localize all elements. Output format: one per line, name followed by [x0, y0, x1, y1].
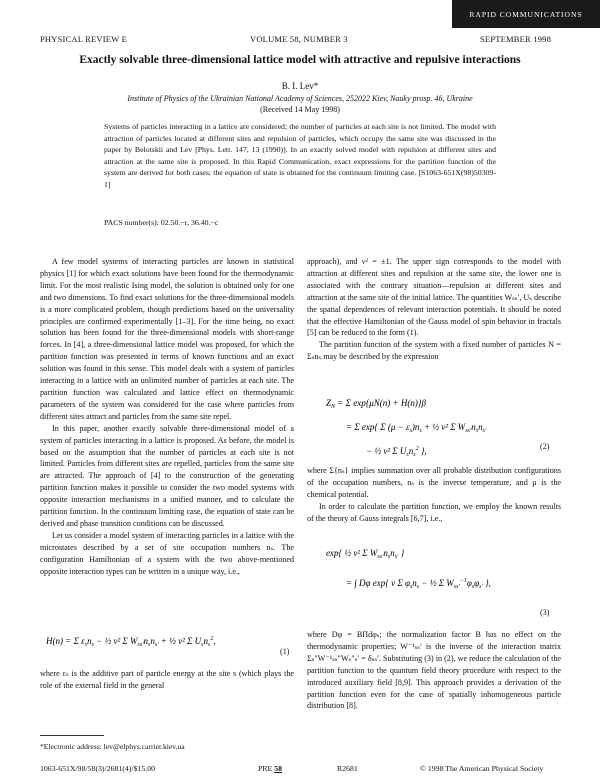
footnote-rule: [40, 735, 104, 736]
affiliation: Institute of Physics of the Ukrainian National Academy of Sciences, 252022 Kiev, Nauky prosp. 46, Ukraine: [127, 94, 473, 103]
footer-volume: 58: [274, 764, 283, 773]
paragraph: Let us consider a model system of interacting particles in a lattice with the microstates described by a set of site occupation numbers nₛ. The configuration Hamiltonian of a system with the two above-mentioned opposite interaction types can be written in a unique way, i.e.,: [40, 530, 294, 576]
copyright: © 1998 The American Physical Society: [420, 764, 544, 773]
paragraph: In order to calculate the partition function, we employ the known results of the theory of Gauss integrals [6,7], i.e.,: [307, 501, 561, 523]
received-date: (Received 14 May 1998): [260, 105, 340, 114]
volume-number: VOLUME 58, NUMBER 3: [250, 34, 348, 44]
journal-name: PHYSICAL REVIEW E: [40, 34, 127, 44]
paragraph: In this paper, another exactly solvable three-dimensional model of a system of particles interacting in a lattice is proposed. As before, the model is based on the assumption that the number of particles at each site is not limited. Particles from different sites are repelled, particles from the same site are attracted. The approach of [4] to the construction of the generating partition function makes it possible to consider the two model systems with opposite interaction mechanisms in a unified manner, and to calculate the partition function. In the continuum limiting case, the equation of state can be derived and phase transition conditions can be discussed.: [40, 423, 294, 528]
svg-text:ZN = Σ exp{μN(n) + H(n)}β: $Z_N = \Sigma$ exp{μN(n) + H(n)}β: [326, 398, 426, 410]
left-column: [40, 256, 294, 577]
svg-text:− ½ ν² Σ Usns2 },: − ½ ν² Σ $U_sn_s^2$ },: [366, 446, 427, 458]
pacs-numbers: PACS number(s): 02.50.−r, 36.40.−c: [104, 218, 219, 227]
footer-pre: PRE: [258, 764, 273, 773]
paper-title: Exactly solvable three-dimensional lattice model with attractive and repulsive interactions: [79, 54, 521, 66]
paragraph: where εₛ is the additive part of particle energy at the site s (which plays the role of the external field in the general: [40, 669, 294, 690]
equation-3: [326, 544, 571, 606]
equation-number: (1): [280, 647, 290, 656]
right-column: [307, 256, 561, 363]
svg-text:exp{ ½ ν² Σ Wss′nsns′ }: exp{ ½ ν² Σ $W_{ss'}n_sn_{s'}$ }: [326, 548, 405, 560]
page-number: R2681: [337, 764, 358, 773]
right-column-mid: [307, 465, 561, 525]
svg-text:H(n) = Σ εsns − ½ ν² Σ Wss′nsn: H(n) = Σ $\varepsilon_sn_s$ − ½ ν² Σ $W_{ss'}n_sn_{s'}$ + ½ ν² Σ $U_sn_s^2$,: [46, 636, 216, 648]
equation-2-graphic: [326, 394, 566, 462]
footnote: *Electronic address: lev@elphys.carrier.kiev.ua: [40, 742, 185, 751]
paragraph: A few model systems of interacting particles are known in statistical physics [1] for which exact solutions have been found for the thermodynamic limit. For the most realistic Ising model, the solution is obtained only for one and two dimensions. To find exact solutions for the three-dimensional models is a more complicated problem, though predictions based on the universality principles are confirmed experimentally [1–3]. For the time being, no exact solution has been found for the three-dimensional models with short-range forces. In [4], a three-dimensional lattice model was proposed, for which the partition function was presented in terms of known functions and an exact solution was found in this sense. This model deals with a system of particles interacting in a lattice with an unlimited number of particles at each site. The partition function was calculated and lattice effect on thermodynamic parameters of the system was considered for the case where particles from different sites attract and particles from the same site repel.: [40, 257, 294, 421]
author: B. I. Lev*: [281, 81, 319, 91]
abstract: Systems of particles interacting in a lattice are considered; the number of particles at each site is not limited. The model with attraction of particles located at different sites and repulsion of particles, which occupy the same site was discussed in the paper by Belotskii and Lev [Phys. Lett. 147, 13 (1990)]. In an exactly solved model with repulsion at different sites and attraction at the same site is proposed. In this Rapid Communication, exact expressions for the partition function of the system are derived for both cases; the equation of state is obtained for the continuum limiting case. [S1063-651X(98)50309-1]: [104, 122, 496, 189]
section-banner: RAPID COMMUNICATIONS: [452, 0, 600, 28]
paragraph: approach), and ν² = ±1. The upper sign corresponds to the model with attraction at different sites and repulsion at the same site, the lower one is associated with the contrary situation—repulsion at different sites and attraction at the same site of the initial lattice. The quantities Wₛₛ′, Uₛ describe the spatial dependences of relevant interaction potentials. It should be noted that the effective Hamiltonian of the Gauss model of spin behavior in fractals [5] can be reduced to the form (1).: [307, 257, 561, 338]
svg-text:= ∫ Dφ exp{ ν Σ φsns − ½ Σ Wss: = ∫ Dφ exp{ ν Σ $\varphi_sn_s$ − ½ Σ $W_{ss'}^{-1}\varphi_s\varphi_{s'}$ },: [346, 578, 491, 590]
equation-number: (3): [540, 608, 550, 617]
paragraph: The partition function of the system with a fixed number of particles N = Σₛnₛ may be described by the expression: [307, 340, 561, 362]
issue-date: SEPTEMBER 1998: [480, 34, 552, 44]
paragraph: where Σ{nₛ} implies summation over all probable distribution configurations of the occupation numbers, nₛ is the inverse temperature, and μ is the chemical potential.: [307, 466, 561, 499]
equation-number: (2): [540, 442, 550, 451]
equation-1-graphic: [46, 626, 291, 656]
right-column-end: [307, 629, 561, 712]
paragraph: where Dφ = BΠdφₛ; the normalization factor B has no effect on the thermodynamic properties; W⁻¹ₛₛ′ is the inverse of the interaction matrix Σₛ″W⁻¹ₛₛ″Wₛ″ₛ′ = δₛₛ′. Substituting (3) in (2), we reduce the calculation of the partition function to the quantum field theory procedure with respect to the introduced auxiliary field [8,9]. This approach provides a derivation of the partition function even for the case of spatially inhomogeneous particle distribution [8].: [307, 630, 561, 711]
footer-code: 1063-651X/98/58(3)/2681(4)/$15.00: [40, 764, 155, 773]
svg-text:= Σ exp{ Σ (μ − εs)ns + ½ ν² Σ: = Σ exp{ Σ $(\mu - \varepsilon_s)n_s$ + ½ ν² Σ $W_{ss'}n_sn_{s'}$: [346, 422, 487, 434]
equation-1: [46, 626, 291, 658]
equation-3-graphic: [326, 544, 571, 604]
equation-2: [326, 394, 566, 464]
footer-journal: [258, 764, 282, 773]
left-column-tail: [40, 668, 294, 692]
